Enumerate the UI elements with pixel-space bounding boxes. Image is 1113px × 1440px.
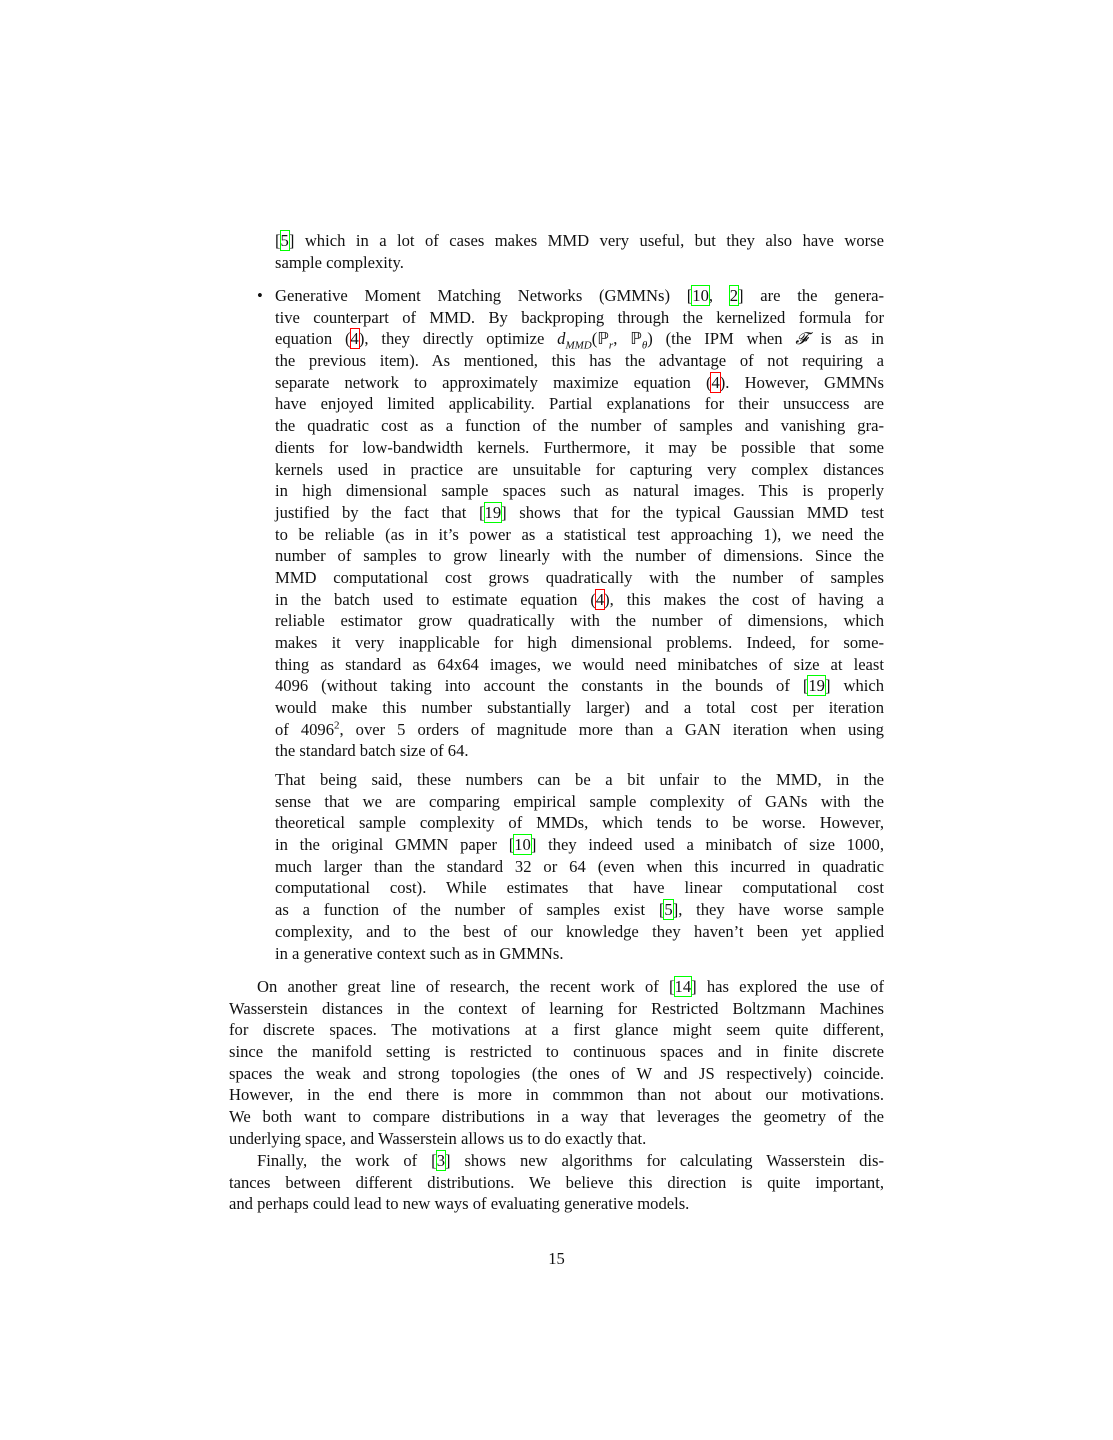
text-run: ] shows that for the typical Gaussian MMD test	[501, 502, 884, 522]
text-line	[275, 632, 884, 654]
text-run: of 4096	[275, 719, 335, 739]
math-symbol: 𝓕	[795, 329, 808, 349]
text-run: ), this makes the cost of having a	[604, 589, 885, 609]
text-run: sense that we are comparing empirical sample complexity of GANs with the	[275, 791, 884, 811]
text-run: in a generative context such as in GMMNs.	[275, 943, 564, 963]
citation-link[interactable]: 10	[514, 835, 531, 855]
text-run: the standard batch size of 64.	[275, 741, 469, 761]
text-run: complexity, and to the best of our knowledge they haven’t been yet applied	[275, 921, 884, 941]
text-run: in high dimensional sample spaces such as natural images. This is properly	[275, 481, 884, 501]
text-run: (ℙ	[591, 329, 609, 349]
text-run: , over 5 orders of magnitude more than a GAN iteration when using	[339, 719, 884, 739]
text-line	[275, 610, 884, 632]
text-line	[275, 524, 884, 546]
text-line	[275, 834, 884, 856]
text-line	[229, 998, 884, 1020]
text-run: thing as standard as 64x64 images, we would need minibatches of size at least	[275, 654, 884, 674]
text-run: dients for low-bandwidth kernels. Furthermore, it may be possible that some	[275, 437, 884, 457]
text-run: ] which in a lot of cases makes MMD very useful, but they also have worse	[288, 231, 884, 250]
text-run: have enjoyed limited applicability. Partial explanations for their unsuccess are	[275, 394, 884, 414]
citation-link[interactable]: 14	[674, 977, 692, 996]
text-run: computational cost). While estimates that have linear computational cost	[275, 878, 884, 898]
text-run: Wasserstein distances in the context of learning for Restricted Boltzmann Machines	[229, 998, 884, 1018]
text-line	[275, 921, 884, 943]
text-line	[275, 812, 884, 834]
text-line	[275, 437, 884, 459]
text-line	[275, 372, 884, 394]
text-line	[229, 1150, 884, 1172]
text-line	[275, 252, 884, 274]
text-run: tances between different distributions. We believe this direction is quite important,	[229, 1172, 884, 1192]
text-run: is as in	[807, 329, 884, 349]
text-line	[229, 1041, 884, 1063]
text-run: ) (the IPM when	[647, 329, 796, 349]
math-subscript: θ	[641, 339, 648, 352]
continued-item-paragraph	[275, 230, 884, 273]
text-run: We both want to compare distributions in a way that leverages the geometry of the	[229, 1107, 884, 1127]
text-run: ] which	[824, 676, 885, 696]
text-run: the previous item). As mentioned, this has the advantage of not requiring a	[275, 351, 884, 371]
text-run: spaces the weak and strong topologies (the ones of W and JS respectively) coincide.	[229, 1063, 884, 1083]
text-line	[275, 719, 884, 741]
text-run: reliable estimator grow quadratically with the number of dimensions, which	[275, 611, 884, 631]
text-line	[229, 1063, 884, 1085]
text-run: the quadratic cost as a function of the number of samples and vanishing gra-	[275, 416, 884, 436]
text-line	[275, 285, 884, 307]
text-run: kernels used in practice are unsuitable for capturing very complex distances	[275, 459, 884, 479]
text-line	[275, 791, 884, 813]
text-line	[229, 1106, 884, 1128]
text-line	[275, 350, 884, 372]
text-line	[275, 415, 884, 437]
math-superscript: 2	[334, 719, 340, 732]
text-line	[275, 740, 884, 762]
text-line	[229, 1172, 884, 1194]
math-subscript: r	[608, 339, 614, 352]
text-run: separate network to approximately maximize equation (	[275, 372, 712, 392]
text-run: would make this number substantially larger) and a total cost per iteration	[275, 698, 884, 718]
text-line	[229, 976, 884, 998]
text-line	[275, 675, 884, 697]
text-run: ], they have worse sample	[672, 900, 884, 920]
citation-link[interactable]: 19	[484, 502, 502, 522]
citation-link[interactable]: 2	[729, 286, 739, 305]
text-line	[275, 769, 884, 791]
citation-link[interactable]: 19	[808, 676, 825, 696]
text-line	[275, 943, 884, 965]
text-line	[229, 1128, 884, 1150]
math-symbol: d	[557, 329, 566, 349]
text-run: , ℙ	[613, 329, 642, 349]
text-line	[229, 1019, 884, 1041]
citation-link[interactable]: 5	[280, 231, 289, 250]
text-run: Generative Moment Matching Networks (GMMNs) [	[275, 286, 693, 305]
citation-link[interactable]: 5	[664, 900, 673, 920]
text-run: However, in the end there is more in commmon than not about our motivations.	[229, 1085, 884, 1105]
text-run: as a function of the number of samples exist [	[275, 900, 665, 920]
text-run: ). However, GMMNs	[719, 372, 884, 392]
text-run: underlying space, and Wasserstein allows us to do exactly that.	[229, 1128, 647, 1148]
text-run: since the manifold setting is restricted to continuous spaces and in finite discrete	[229, 1042, 884, 1062]
text-line	[275, 393, 884, 415]
text-run: sample complexity.	[275, 252, 404, 272]
text-line	[275, 307, 884, 329]
text-run: to be reliable (as in it’s power as a statistical test approaching 1), we need the	[275, 524, 884, 544]
text-line	[229, 1084, 884, 1106]
text-run: tive counterpart of MMD. By backproping through the kernelized formula for	[275, 307, 884, 327]
rbm-paragraph	[229, 976, 884, 1150]
text-line	[275, 589, 884, 611]
text-run: in the batch used to estimate equation (	[275, 589, 596, 609]
text-line	[275, 654, 884, 676]
text-run: MMD computational cost grows quadratically with the number of samples	[275, 567, 884, 587]
text-run: ,	[708, 286, 730, 305]
text-run: equation (	[275, 329, 351, 349]
text-run: Finally, the work of [	[257, 1151, 437, 1170]
text-line	[275, 502, 884, 524]
text-line	[275, 899, 884, 921]
gmmn-bullet-paragraph	[275, 285, 884, 762]
text-line	[275, 856, 884, 878]
text-run: ), they directly optimize	[358, 329, 558, 349]
text-run: justified by the fact that [	[275, 502, 485, 522]
text-line	[275, 877, 884, 899]
text-run: ] has explored the use of	[691, 977, 884, 996]
text-run: ] they indeed used a minibatch of size 1000,	[530, 835, 884, 855]
text-line	[275, 328, 884, 350]
text-run: in the original GMMN paper [	[275, 835, 515, 855]
text-run: ] are the genera-	[738, 286, 884, 305]
citation-link[interactable]: 3	[436, 1151, 445, 1170]
text-line	[229, 1193, 884, 1215]
text-run: 4096 (without taking into account the constants in the bounds of [	[275, 676, 809, 696]
text-line	[275, 230, 884, 252]
text-run: number of samples to grow linearly with the number of dimensions. Since the	[275, 546, 884, 566]
text-run: [	[275, 231, 281, 250]
text-run: much larger than the standard 32 or 64 (even when this incurred in quadratic	[275, 856, 884, 876]
text-run: That being said, these numbers can be a bit unfair to the MMD, in the	[275, 770, 884, 789]
equation-ref-link[interactable]: 4	[711, 372, 720, 392]
text-run: and perhaps could lead to new ways of evaluating generative models.	[229, 1194, 690, 1214]
text-run: for discrete spaces. The motivations at a first glance might seem quite different,	[229, 1020, 884, 1040]
text-run: makes it very inapplicable for high dimensional problems. Indeed, for some-	[275, 633, 884, 652]
text-line	[275, 567, 884, 589]
text-run: ] shows new algorithms for calculating Wasserstein dis-	[444, 1151, 884, 1170]
text-line	[275, 459, 884, 481]
text-line	[275, 697, 884, 719]
text-run: On another great line of research, the recent work of [	[257, 977, 675, 996]
page-number: 15	[548, 1249, 565, 1268]
equation-ref-link[interactable]: 4	[350, 329, 359, 349]
equation-ref-link[interactable]: 4	[595, 589, 605, 609]
math-subscript: MMD	[565, 339, 592, 352]
final-paragraph	[229, 1150, 884, 1215]
text-line	[275, 480, 884, 502]
citation-link[interactable]: 10	[692, 286, 709, 305]
mmd-fairness-paragraph	[275, 769, 884, 964]
text-run: theoretical sample complexity of MMDs, which tends to be worse. However,	[275, 813, 884, 833]
text-line	[275, 545, 884, 567]
bullet-marker: •	[257, 286, 263, 305]
